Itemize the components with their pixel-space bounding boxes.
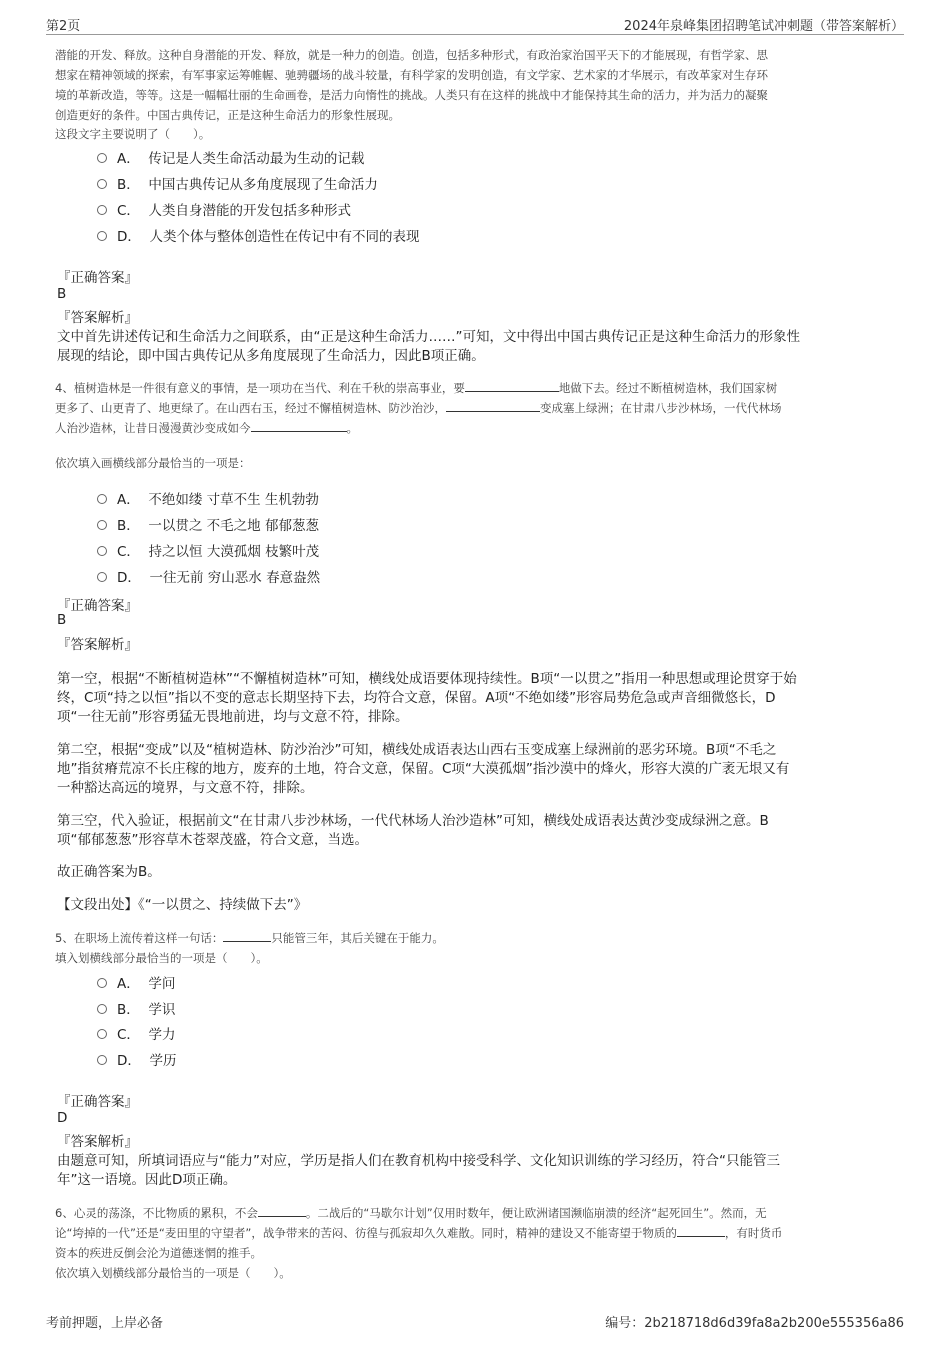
radio-icon[interactable] [97,1004,107,1014]
q6-stem-line: 6、心灵的荡涤，不比物质的累积，不会 。二战后的“马歇尔计划”仅用时数年，便让欧洲诸国濒临崩溃的经济“起死回生”。然而，无 [55,1206,767,1220]
radio-icon[interactable] [97,572,107,582]
q4-analysis-line: 第二空，根据“变成”以及“植树造林、防沙治沙”可知，横线处成语表达山西右玉变成塞上绿洲前的恶劣环境。B项“不毛之 [57,742,777,758]
radio-icon[interactable] [97,978,107,988]
blank-line [446,401,540,412]
radio-icon[interactable] [97,494,107,504]
q4-analysis-line: 第一空，根据“不断植树造林”“不懈植树造林”可知，横线处成语要体现持续性。B项“一以贯之”指用一种思想或理论贯穿于始 [57,671,797,687]
radio-icon[interactable] [97,153,107,163]
radio-icon[interactable] [97,231,107,241]
q4-conclusion: 故正确答案为B。 [57,864,161,880]
passage-line: 潜能的开发、释放。这种自身潜能的开发、释放，就是一种力的创造。创造，包括多种形式，有政治家治国平天下的才能展现，有哲学家、思 [55,48,768,62]
q3-analysis-label: 『答案解析』 [57,310,138,326]
page-number: 第2页 [46,19,81,34]
q4-stem-line: 更多了、山更青了、地更绿了。在山西右玉，经过不懈植树造林、防沙治沙， 变成塞上绿洲；在甘肃八步沙林场，一代代林场 [55,401,782,415]
q5-option-c[interactable]: C． 学力 [97,1023,176,1043]
blank-line [223,931,271,942]
footer-slogan: 考前押题，上岸必备 [46,1316,164,1331]
radio-icon[interactable] [97,205,107,215]
q4-analysis-line: 第三空，代入验证，根据前文“在甘肃八步沙林场，一代代林场人治沙造林”可知，横线处成语表达黄沙变成绿洲之意。B [57,813,769,829]
q3-option-b[interactable]: B． 中国古典传记从多角度展现了生命活力 [97,173,378,193]
q5-answer: D [57,1110,68,1126]
q5-option-b[interactable]: B． 学识 [97,998,175,1018]
q3-analysis-line: 文中首先讲述传记和生命活力之间联系，由“正是这种生命活力……”可知，文中得出中国古典传记正是这种生命活力的形象性 [57,329,800,345]
blank-line [677,1226,725,1237]
q5-option-a[interactable]: A． 学问 [97,972,175,992]
q4-source: 【文段出处】《“一以贯之、持续做下去”》 [57,897,308,913]
q3-analysis-line: 展现的结论，即中国古典传记从多角度展现了生命活力，因此B项正确。 [57,348,485,364]
q3-answer: B [57,286,67,302]
q4-analysis-line: 终，C项“持之以恒”指以不变的意志长期坚持下去，均符合文意，保留。A项“不绝如缕”形容局势危急或声音细微悠长，D [57,690,776,706]
q6-stem-line: 资本的疾进反倒会沦为道德迷惘的推手。 [55,1246,262,1260]
radio-icon[interactable] [97,1055,107,1065]
q4-prompt: 依次填入画横线部分最恰当的一项是： [55,456,251,470]
q4-option-d[interactable]: D． 一往无前 穷山恶水 春意盎然 [97,566,320,586]
q4-analysis-line: 一种豁达高远的境界，与文意不符，排除。 [57,780,314,796]
q4-answer: B [57,612,67,628]
q3-option-a[interactable]: A． 传记是人类生命活动最为生动的记载 [97,147,364,167]
passage-line: 创造更好的条件。中国古典传记，正是这种生命活力的形象性展现。 [55,108,400,122]
q3-answer-label: 『正确答案』 [57,270,138,286]
q6-stem-line: 论“垮掉的一代”还是“麦田里的守望者”，战争带来的苦闷、彷徨与孤寂却久久难散。同时，精神的建设又不能寄望于物质的 ，有时货币 [55,1226,783,1240]
page-header [46,14,904,35]
q3-option-c[interactable]: C． 人类自身潜能的开发包括多种形式 [97,199,351,219]
q4-option-b[interactable]: B． 一以贯之 不毛之地 郁郁葱葱 [97,514,319,534]
passage-line: 想家在精神领域的探索，有军事家运筹帷幄、驰骋疆场的战斗较量，有科学家的发明创造，有文学家、艺术家的才华展示，有改革家对生存环 [55,68,768,82]
q5-analysis-line: 年”这一语境。因此D项正确。 [57,1172,237,1188]
q5-analysis-label: 『答案解析』 [57,1134,138,1150]
q5-analysis-line: 由题意可知，所填词语应与“能力”对应，学历是指人们在教育机构中接受科学、文化知识训练的学习经历，符合“只能管三 [57,1153,780,1169]
radio-icon[interactable] [97,1029,107,1039]
q3-prompt: 这段文字主要说明了（ ）。 [55,127,211,141]
q4-option-a[interactable]: A． 不绝如缕 寸草不生 生机勃勃 [97,488,319,508]
q4-analysis-line: 地”指贫瘠荒凉不长庄稼的地方，废弃的土地，符合文意，保留。C项“大漠孤烟”指沙漠中的烽火，形容大漠的广袤无垠又有 [57,761,790,777]
blank-line [251,421,347,432]
blank-line [465,381,559,392]
q4-analysis-line: 项“一往无前”形容勇猛无畏地前进，均与文意不符，排除。 [57,709,409,725]
q6-prompt: 依次填入划横线部分最恰当的一项是（ ）。 [55,1266,291,1280]
q5-prompt: 填入划横线部分最恰当的一项是（ ）。 [55,951,268,965]
q5-answer-label: 『正确答案』 [57,1094,138,1110]
blank-line [258,1206,306,1217]
q4-option-c[interactable]: C． 持之以恒 大漠孤烟 枝繁叶茂 [97,540,319,560]
q4-stem-line: 4、植树造林是一件很有意义的事情，是一项功在当代、利在千秋的崇高事业，要 地做下去。经过不断植树造林，我们国家树 [55,381,778,395]
q4-stem-line: 人治沙造林，让昔日漫漫黄沙变成如今 。 [55,421,358,435]
q3-option-d[interactable]: D． 人类个体与整体创造性在传记中有不同的表现 [97,225,420,245]
q4-analysis-line: 项“郁郁葱葱”形容草木苍翠茂盛，符合文意，当选。 [57,832,368,848]
document-title: 2024年泉峰集团招聘笔试冲刺题（带答案解析） [623,19,904,34]
q4-answer-label: 『正确答案』 [57,598,138,614]
radio-icon[interactable] [97,546,107,556]
q4-analysis-label: 『答案解析』 [57,637,138,653]
passage-line: 境的革新改造，等等。这是一幅幅壮丽的生命画卷，是活力向惰性的挑战。人类只有在这样的挑战中才能保持其生命的活力，并为活力的凝聚 [55,88,768,102]
q5-option-d[interactable]: D． 学历 [97,1049,177,1069]
document-id: 编号：2b218718d6d39fa8a2b200e555356a86 [605,1316,904,1331]
radio-icon[interactable] [97,520,107,530]
q5-stem-line: 5、在职场上流传着这样一句话： 只能管三年，其后关键在于能力。 [55,931,444,945]
radio-icon[interactable] [97,179,107,189]
